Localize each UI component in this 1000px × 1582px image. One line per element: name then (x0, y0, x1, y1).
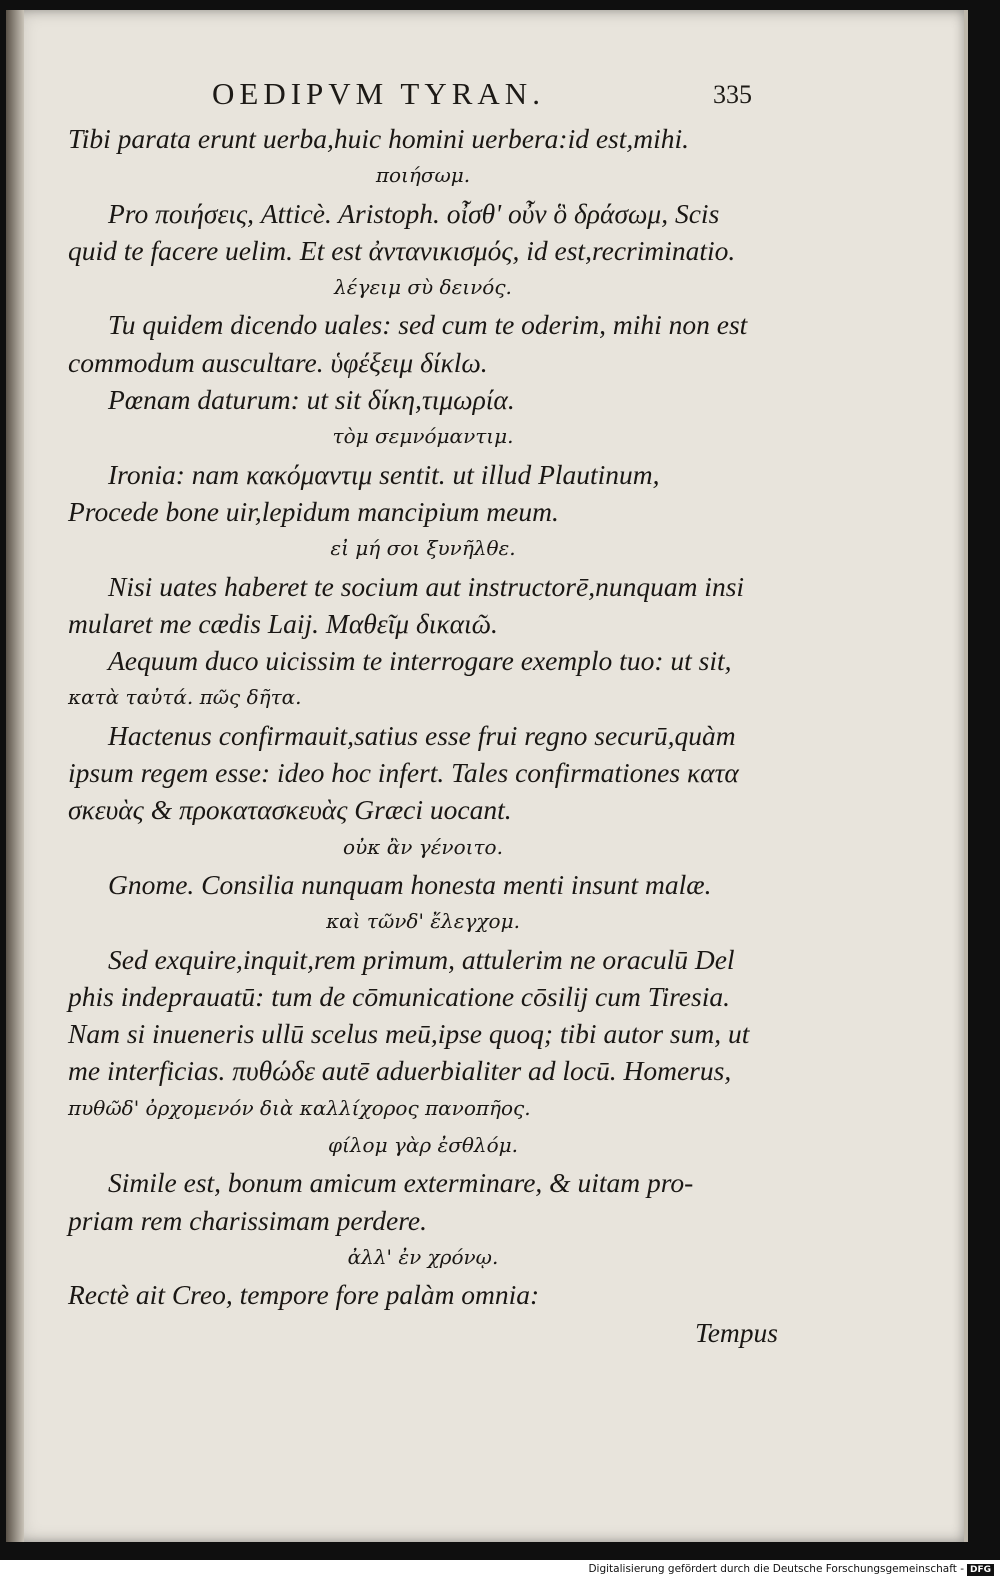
text-line: Procede bone uir,lepidum mancipium meum. (68, 495, 559, 527)
greek-lemma: τὸμ σεμνόμαντιμ. (332, 424, 514, 449)
page-number: 335 (713, 80, 752, 109)
text-line: Sed exquire,inquit,rem primum, attulerim ne oraculū Del (108, 943, 735, 975)
text-line: quid te facere uelim. Et est ἀντανικισμός, id est,recriminatio. (68, 234, 736, 266)
greek-lemma: εἰ μή σοι ξυνῆλθε. (330, 536, 516, 561)
text-line: Nam si inueneris ullū scelus meū,ipse quoq; tibi autor sum, ut (68, 1018, 750, 1050)
book-page (6, 10, 968, 1542)
text-line: Rectè ait Creo, tempore fore palàm omnia: (68, 1279, 540, 1311)
text-line: priam rem charissimam perdere. (68, 1204, 427, 1236)
text-line: σκευὰς & προκατασκευὰς Græci uocant. (68, 794, 512, 826)
text-line: Gnome. Consilia nunquam honesta menti insunt malæ. (108, 868, 712, 900)
greek-lemma: οὐκ ἂν γένοιτο. (343, 834, 503, 859)
running-head (212, 76, 752, 116)
text-line: Tu quidem dicendo uales: sed cum te oderim, mihi non est (108, 309, 748, 341)
text-line: Simile est, bonum amicum exterminare, & uitam pro- (108, 1167, 694, 1199)
text-line: Hactenus confirmauit,satius esse frui regno securū,quàm (108, 719, 736, 751)
greek-lemma: φίλομ γὰρ ἐσθλόμ. (328, 1133, 518, 1158)
dfg-logo: DFG (967, 1564, 994, 1576)
greek-lemma: καὶ τῶνδ' ἔλεγχομ. (326, 909, 520, 934)
credit-text: Digitalisierung gefördert durch die Deutsche Forschungsgemeinschaft - (588, 1563, 964, 1575)
text-line: Nisi uates haberet te socium aut instructorē,nunquam insi (108, 570, 745, 602)
greek-lemma: λέγειμ σὺ δεινός. (334, 275, 512, 300)
page-spine-shadow (6, 10, 24, 1542)
text-line: phis indeprauatū: tum de cōmunicatione cōsilij cum Tiresia. (68, 980, 730, 1012)
catchword: Tempus (694, 1316, 778, 1348)
greek-lemma: ποιήσωμ. (375, 163, 471, 188)
text-line: mularet me cædis Laij. Μαθεῖμ δικαιῶ. (68, 607, 498, 639)
greek-lemma: ἀλλ' ἐν χρόνῳ. (347, 1244, 499, 1269)
running-title: OEDIPVM TYRAN. (212, 76, 545, 111)
text-line: Pœnam daturum: ut sit δίκη,τιμωρία. (108, 384, 515, 416)
text-line: πυθῶδ' ὀρχομενόν διὰ καλλίχορος πανοπῆος. (68, 1095, 531, 1120)
text-line: me interficias. πυθώδε autē aduerbialiter ad locū. Homerus, (68, 1055, 732, 1087)
text-line: ipsum regem esse: ideo hoc infert. Tales confirmationes κατα (68, 757, 739, 789)
text-line: Tibi parata erunt uerba,huic homini uerbera:id est,mihi. (68, 123, 690, 154)
text-block (68, 120, 778, 1351)
text-line: κατὰ ταὐτά. πῶς δῆτα. (68, 685, 302, 710)
text-line: Aequum duco uicissim te interrogare exemplo tuo: ut sit, (108, 645, 732, 677)
digitization-credit (588, 1563, 994, 1576)
page-edge (964, 10, 968, 1542)
text-line: commodum auscultare. ὑφέξειμ δίκlω. (68, 346, 488, 378)
text-line: Pro ποιήσεις, Atticè. Aristoph. οἶσθ' οὖν ὃ δράσωμ, Scis (108, 197, 720, 229)
text-line: Ironia: nam κακόμαντιμ sentit. ut illud Plautinum, (108, 458, 660, 490)
